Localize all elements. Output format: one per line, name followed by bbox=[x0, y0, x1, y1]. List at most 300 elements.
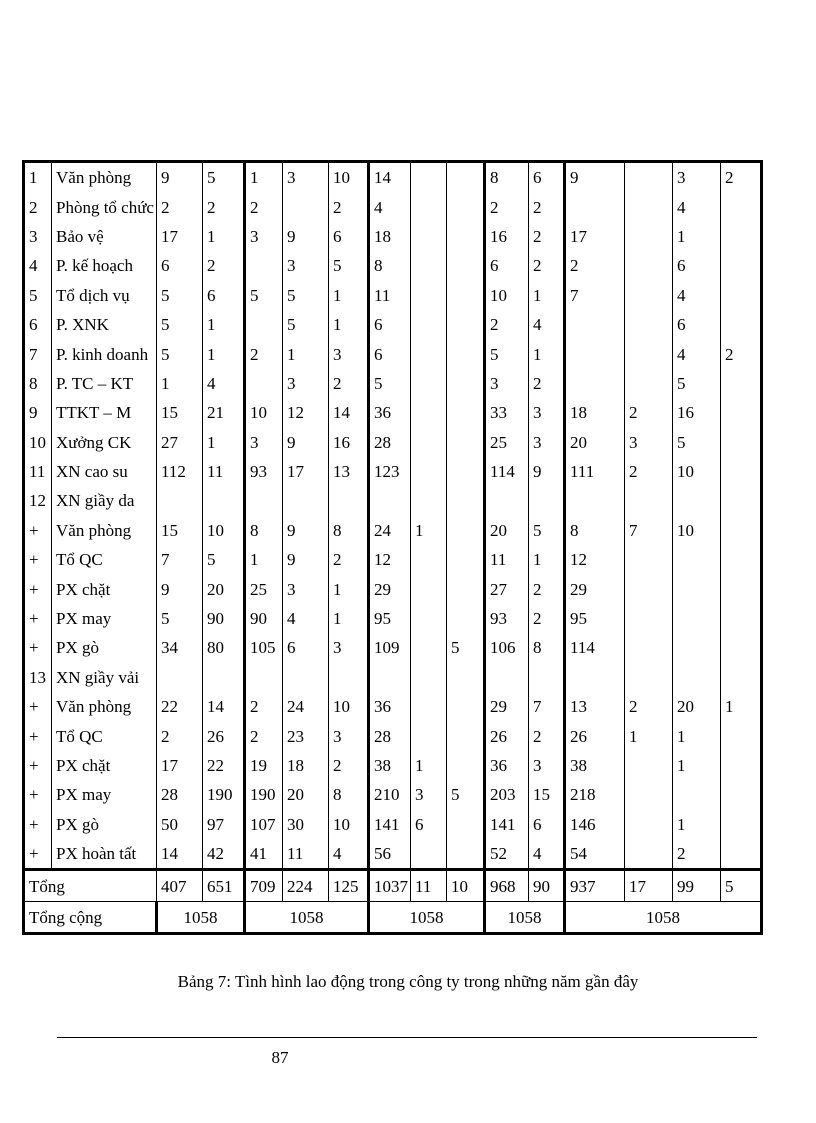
total-value-cell: 709 bbox=[245, 870, 283, 902]
value-cell: 6 bbox=[673, 251, 721, 280]
value-cell: 5 bbox=[485, 339, 529, 368]
value-cell bbox=[565, 486, 625, 515]
value-cell bbox=[447, 663, 485, 692]
value-cell: 1 bbox=[329, 310, 369, 339]
row-index-cell: 4 bbox=[24, 251, 52, 280]
unit-name-cell: XN giầy vải bbox=[52, 663, 157, 692]
grand-total-value-cell: 1058 bbox=[485, 902, 565, 934]
value-cell: 4 bbox=[529, 839, 565, 870]
total-value-cell: 125 bbox=[329, 870, 369, 902]
value-cell bbox=[625, 281, 673, 310]
value-cell: 1 bbox=[245, 162, 283, 193]
value-cell: 2 bbox=[529, 574, 565, 603]
value-cell bbox=[565, 192, 625, 221]
value-cell bbox=[721, 545, 762, 574]
unit-name-cell: PX chặt bbox=[52, 751, 157, 780]
value-cell: 141 bbox=[485, 810, 529, 839]
value-cell bbox=[245, 486, 283, 515]
value-cell bbox=[721, 663, 762, 692]
value-cell: 2 bbox=[529, 604, 565, 633]
table-body bbox=[24, 162, 762, 934]
value-cell: 4 bbox=[329, 839, 369, 870]
grand-total-value-cell: 1058 bbox=[157, 902, 245, 934]
value-cell: 90 bbox=[203, 604, 245, 633]
value-cell: 2 bbox=[245, 339, 283, 368]
value-cell bbox=[447, 839, 485, 870]
value-cell bbox=[411, 222, 447, 251]
value-cell: 12 bbox=[369, 545, 411, 574]
value-cell bbox=[673, 486, 721, 515]
value-cell: 5 bbox=[529, 516, 565, 545]
value-cell bbox=[721, 839, 762, 870]
value-cell bbox=[283, 486, 329, 515]
value-cell: 2 bbox=[329, 369, 369, 398]
value-cell bbox=[625, 369, 673, 398]
value-cell: 7 bbox=[625, 516, 673, 545]
value-cell: 10 bbox=[203, 516, 245, 545]
value-cell: 5 bbox=[673, 428, 721, 457]
value-cell: 28 bbox=[369, 721, 411, 750]
value-cell bbox=[411, 721, 447, 750]
value-cell bbox=[625, 604, 673, 633]
value-cell: 2 bbox=[625, 692, 673, 721]
value-cell: 107 bbox=[245, 810, 283, 839]
value-cell bbox=[625, 162, 673, 193]
value-cell bbox=[625, 663, 673, 692]
row-index-cell: + bbox=[24, 545, 52, 574]
value-cell bbox=[721, 810, 762, 839]
value-cell: 20 bbox=[565, 428, 625, 457]
value-cell bbox=[447, 751, 485, 780]
value-cell: 10 bbox=[245, 398, 283, 427]
value-cell: 3 bbox=[245, 428, 283, 457]
value-cell: 2 bbox=[529, 222, 565, 251]
unit-name-cell: PX gò bbox=[52, 633, 157, 662]
value-cell: 3 bbox=[329, 339, 369, 368]
total-value-cell: 5 bbox=[721, 870, 762, 902]
table-row bbox=[24, 192, 762, 221]
value-cell bbox=[411, 604, 447, 633]
value-cell bbox=[625, 486, 673, 515]
row-index-cell: + bbox=[24, 721, 52, 750]
value-cell bbox=[721, 310, 762, 339]
grand-total-value-cell: 1058 bbox=[369, 902, 485, 934]
value-cell: 2 bbox=[245, 721, 283, 750]
row-index-cell: + bbox=[24, 604, 52, 633]
value-cell: 1 bbox=[673, 751, 721, 780]
row-index-cell: 8 bbox=[24, 369, 52, 398]
value-cell: 29 bbox=[369, 574, 411, 603]
value-cell: 2 bbox=[529, 721, 565, 750]
value-cell: 26 bbox=[203, 721, 245, 750]
value-cell: 10 bbox=[329, 162, 369, 193]
value-cell: 6 bbox=[673, 310, 721, 339]
value-cell: 20 bbox=[673, 692, 721, 721]
value-cell: 5 bbox=[283, 281, 329, 310]
row-index-cell: 2 bbox=[24, 192, 52, 221]
unit-name-cell: PX gò bbox=[52, 810, 157, 839]
row-index-cell: 7 bbox=[24, 339, 52, 368]
value-cell: 5 bbox=[447, 780, 485, 809]
row-index-cell: 12 bbox=[24, 486, 52, 515]
value-cell bbox=[447, 281, 485, 310]
total-value-cell: 99 bbox=[673, 870, 721, 902]
value-cell bbox=[721, 751, 762, 780]
value-cell: 2 bbox=[329, 192, 369, 221]
value-cell bbox=[721, 780, 762, 809]
value-cell: 42 bbox=[203, 839, 245, 870]
value-cell: 11 bbox=[369, 281, 411, 310]
row-index-cell: 10 bbox=[24, 428, 52, 457]
value-cell: 4 bbox=[673, 192, 721, 221]
value-cell: 5 bbox=[203, 545, 245, 574]
value-cell: 36 bbox=[369, 692, 411, 721]
table-row bbox=[24, 663, 762, 692]
table-row bbox=[24, 486, 762, 515]
value-cell: 10 bbox=[673, 516, 721, 545]
value-cell bbox=[673, 604, 721, 633]
table-row bbox=[24, 751, 762, 780]
value-cell bbox=[411, 162, 447, 193]
value-cell bbox=[673, 574, 721, 603]
value-cell: 2 bbox=[485, 192, 529, 221]
value-cell: 8 bbox=[245, 516, 283, 545]
value-cell bbox=[447, 457, 485, 486]
value-cell: 123 bbox=[369, 457, 411, 486]
value-cell bbox=[673, 663, 721, 692]
value-cell: 4 bbox=[369, 192, 411, 221]
value-cell: 8 bbox=[329, 780, 369, 809]
value-cell: 20 bbox=[203, 574, 245, 603]
value-cell bbox=[721, 457, 762, 486]
value-cell: 6 bbox=[283, 633, 329, 662]
unit-name-cell: Văn phòng bbox=[52, 162, 157, 193]
value-cell bbox=[625, 545, 673, 574]
value-cell: 21 bbox=[203, 398, 245, 427]
value-cell: 1 bbox=[203, 339, 245, 368]
value-cell: 4 bbox=[673, 339, 721, 368]
value-cell bbox=[721, 369, 762, 398]
value-cell: 28 bbox=[157, 780, 203, 809]
value-cell bbox=[447, 162, 485, 193]
value-cell: 22 bbox=[157, 692, 203, 721]
value-cell bbox=[447, 574, 485, 603]
row-index-cell: + bbox=[24, 810, 52, 839]
value-cell bbox=[721, 251, 762, 280]
table-row bbox=[24, 633, 762, 662]
value-cell: 26 bbox=[565, 721, 625, 750]
row-index-cell: + bbox=[24, 839, 52, 870]
row-index-cell: 9 bbox=[24, 398, 52, 427]
value-cell: 2 bbox=[529, 251, 565, 280]
value-cell: 5 bbox=[673, 369, 721, 398]
row-index-cell: 5 bbox=[24, 281, 52, 310]
table-row bbox=[24, 162, 762, 193]
value-cell bbox=[447, 721, 485, 750]
value-cell: 10 bbox=[329, 692, 369, 721]
value-cell: 8 bbox=[529, 633, 565, 662]
value-cell bbox=[625, 192, 673, 221]
value-cell: 29 bbox=[565, 574, 625, 603]
value-cell bbox=[447, 222, 485, 251]
value-cell: 9 bbox=[565, 162, 625, 193]
total-value-cell: 11 bbox=[411, 870, 447, 902]
value-cell: 4 bbox=[283, 604, 329, 633]
value-cell bbox=[245, 663, 283, 692]
value-cell: 3 bbox=[411, 780, 447, 809]
grand-total-row bbox=[24, 902, 762, 934]
value-cell bbox=[721, 721, 762, 750]
value-cell: 1 bbox=[329, 574, 369, 603]
value-cell bbox=[447, 428, 485, 457]
value-cell: 15 bbox=[529, 780, 565, 809]
value-cell bbox=[447, 545, 485, 574]
value-cell bbox=[485, 663, 529, 692]
value-cell: 3 bbox=[283, 369, 329, 398]
value-cell: 8 bbox=[565, 516, 625, 545]
value-cell: 5 bbox=[245, 281, 283, 310]
value-cell: 11 bbox=[485, 545, 529, 574]
value-cell bbox=[411, 281, 447, 310]
value-cell: 18 bbox=[565, 398, 625, 427]
value-cell: 1 bbox=[245, 545, 283, 574]
value-cell: 28 bbox=[369, 428, 411, 457]
value-cell: 15 bbox=[157, 516, 203, 545]
value-cell: 3 bbox=[529, 398, 565, 427]
value-cell: 5 bbox=[369, 369, 411, 398]
value-cell: 25 bbox=[485, 428, 529, 457]
value-cell bbox=[721, 222, 762, 251]
value-cell: 27 bbox=[485, 574, 529, 603]
value-cell: 9 bbox=[283, 545, 329, 574]
value-cell: 50 bbox=[157, 810, 203, 839]
value-cell bbox=[625, 780, 673, 809]
value-cell: 1 bbox=[529, 339, 565, 368]
value-cell: 16 bbox=[673, 398, 721, 427]
value-cell: 6 bbox=[529, 162, 565, 193]
row-index-cell: 6 bbox=[24, 310, 52, 339]
value-cell bbox=[411, 457, 447, 486]
value-cell: 3 bbox=[329, 633, 369, 662]
value-cell bbox=[721, 398, 762, 427]
value-cell bbox=[625, 751, 673, 780]
table-row bbox=[24, 369, 762, 398]
value-cell: 93 bbox=[485, 604, 529, 633]
value-cell: 52 bbox=[485, 839, 529, 870]
value-cell bbox=[369, 663, 411, 692]
value-cell: 3 bbox=[245, 222, 283, 251]
value-cell bbox=[203, 486, 245, 515]
table-row bbox=[24, 339, 762, 368]
value-cell: 20 bbox=[283, 780, 329, 809]
value-cell: 1 bbox=[203, 428, 245, 457]
value-cell: 5 bbox=[283, 310, 329, 339]
value-cell: 5 bbox=[329, 251, 369, 280]
value-cell: 24 bbox=[369, 516, 411, 545]
value-cell bbox=[411, 398, 447, 427]
value-cell: 3 bbox=[625, 428, 673, 457]
value-cell: 11 bbox=[203, 457, 245, 486]
value-cell: 6 bbox=[329, 222, 369, 251]
unit-name-cell: Xưởng CK bbox=[52, 428, 157, 457]
value-cell: 141 bbox=[369, 810, 411, 839]
value-cell bbox=[673, 545, 721, 574]
value-cell bbox=[411, 839, 447, 870]
value-cell bbox=[411, 545, 447, 574]
value-cell: 203 bbox=[485, 780, 529, 809]
value-cell: 109 bbox=[369, 633, 411, 662]
value-cell bbox=[411, 369, 447, 398]
value-cell: 90 bbox=[245, 604, 283, 633]
value-cell: 1 bbox=[529, 281, 565, 310]
table-row bbox=[24, 457, 762, 486]
value-cell: 4 bbox=[673, 281, 721, 310]
value-cell bbox=[447, 251, 485, 280]
value-cell bbox=[721, 516, 762, 545]
value-cell: 9 bbox=[283, 516, 329, 545]
value-cell: 2 bbox=[529, 192, 565, 221]
value-cell: 2 bbox=[625, 457, 673, 486]
value-cell: 17 bbox=[565, 222, 625, 251]
value-cell: 210 bbox=[369, 780, 411, 809]
unit-name-cell: PX hoàn tất bbox=[52, 839, 157, 870]
footer-rule bbox=[57, 1037, 757, 1038]
value-cell: 15 bbox=[157, 398, 203, 427]
table-row bbox=[24, 428, 762, 457]
value-cell bbox=[721, 486, 762, 515]
value-cell bbox=[411, 339, 447, 368]
value-cell: 1 bbox=[625, 721, 673, 750]
value-cell: 2 bbox=[203, 251, 245, 280]
value-cell: 5 bbox=[203, 162, 245, 193]
page-number: 87 bbox=[271, 1048, 289, 1067]
unit-name-cell: TTKT – M bbox=[52, 398, 157, 427]
value-cell bbox=[411, 428, 447, 457]
value-cell bbox=[157, 486, 203, 515]
value-cell bbox=[447, 369, 485, 398]
value-cell: 6 bbox=[203, 281, 245, 310]
value-cell: 9 bbox=[157, 574, 203, 603]
value-cell: 13 bbox=[329, 457, 369, 486]
value-cell: 1 bbox=[203, 222, 245, 251]
unit-name-cell: Văn phòng bbox=[52, 516, 157, 545]
value-cell: 2 bbox=[721, 162, 762, 193]
table-row bbox=[24, 810, 762, 839]
table-row bbox=[24, 692, 762, 721]
value-cell: 7 bbox=[157, 545, 203, 574]
value-cell: 1 bbox=[673, 222, 721, 251]
unit-name-cell: PX may bbox=[52, 780, 157, 809]
value-cell bbox=[369, 486, 411, 515]
value-cell bbox=[485, 486, 529, 515]
total-value-cell: 407 bbox=[157, 870, 203, 902]
value-cell: 18 bbox=[369, 222, 411, 251]
value-cell: 10 bbox=[329, 810, 369, 839]
value-cell: 10 bbox=[673, 457, 721, 486]
total-value-cell: 90 bbox=[529, 870, 565, 902]
value-cell bbox=[529, 486, 565, 515]
value-cell: 6 bbox=[157, 251, 203, 280]
table-row bbox=[24, 251, 762, 280]
value-cell: 97 bbox=[203, 810, 245, 839]
value-cell: 29 bbox=[485, 692, 529, 721]
value-cell: 14 bbox=[157, 839, 203, 870]
value-cell: 25 bbox=[245, 574, 283, 603]
value-cell bbox=[329, 486, 369, 515]
value-cell bbox=[625, 339, 673, 368]
labor-table bbox=[22, 160, 763, 935]
value-cell: 24 bbox=[283, 692, 329, 721]
value-cell: 4 bbox=[203, 369, 245, 398]
value-cell bbox=[245, 369, 283, 398]
row-index-cell: + bbox=[24, 780, 52, 809]
total-row bbox=[24, 870, 762, 902]
value-cell: 1 bbox=[329, 604, 369, 633]
value-cell: 6 bbox=[411, 810, 447, 839]
value-cell: 114 bbox=[485, 457, 529, 486]
value-cell: 38 bbox=[369, 751, 411, 780]
value-cell: 218 bbox=[565, 780, 625, 809]
value-cell: 3 bbox=[673, 162, 721, 193]
value-cell: 7 bbox=[529, 692, 565, 721]
total-value-cell: 17 bbox=[625, 870, 673, 902]
value-cell bbox=[673, 780, 721, 809]
value-cell: 190 bbox=[245, 780, 283, 809]
table-row bbox=[24, 398, 762, 427]
unit-name-cell: P. kinh doanh bbox=[52, 339, 157, 368]
value-cell: 38 bbox=[565, 751, 625, 780]
value-cell bbox=[411, 192, 447, 221]
value-cell: 3 bbox=[283, 162, 329, 193]
value-cell: 8 bbox=[329, 516, 369, 545]
value-cell: 2 bbox=[329, 751, 369, 780]
value-cell: 3 bbox=[529, 428, 565, 457]
value-cell: 3 bbox=[329, 721, 369, 750]
value-cell: 13 bbox=[565, 692, 625, 721]
value-cell: 9 bbox=[529, 457, 565, 486]
value-cell: 16 bbox=[485, 222, 529, 251]
value-cell: 23 bbox=[283, 721, 329, 750]
table-row bbox=[24, 574, 762, 603]
value-cell: 54 bbox=[565, 839, 625, 870]
value-cell bbox=[447, 604, 485, 633]
value-cell: 22 bbox=[203, 751, 245, 780]
unit-name-cell: Tổ dịch vụ bbox=[52, 281, 157, 310]
value-cell: 1 bbox=[329, 281, 369, 310]
value-cell: 9 bbox=[283, 222, 329, 251]
value-cell: 20 bbox=[485, 516, 529, 545]
value-cell: 1 bbox=[203, 310, 245, 339]
value-cell bbox=[625, 222, 673, 251]
value-cell: 5 bbox=[157, 310, 203, 339]
value-cell: 6 bbox=[485, 251, 529, 280]
value-cell: 11 bbox=[283, 839, 329, 870]
unit-name-cell: Tổ QC bbox=[52, 545, 157, 574]
value-cell: 56 bbox=[369, 839, 411, 870]
value-cell: 2 bbox=[245, 192, 283, 221]
value-cell: 5 bbox=[157, 339, 203, 368]
value-cell bbox=[721, 281, 762, 310]
value-cell bbox=[673, 633, 721, 662]
row-index-cell: + bbox=[24, 574, 52, 603]
row-index-cell: 11 bbox=[24, 457, 52, 486]
value-cell: 105 bbox=[245, 633, 283, 662]
value-cell bbox=[447, 398, 485, 427]
grand-total-value-cell: 1058 bbox=[245, 902, 369, 934]
unit-name-cell: XN giầy da bbox=[52, 486, 157, 515]
value-cell bbox=[283, 663, 329, 692]
value-cell: 17 bbox=[157, 751, 203, 780]
